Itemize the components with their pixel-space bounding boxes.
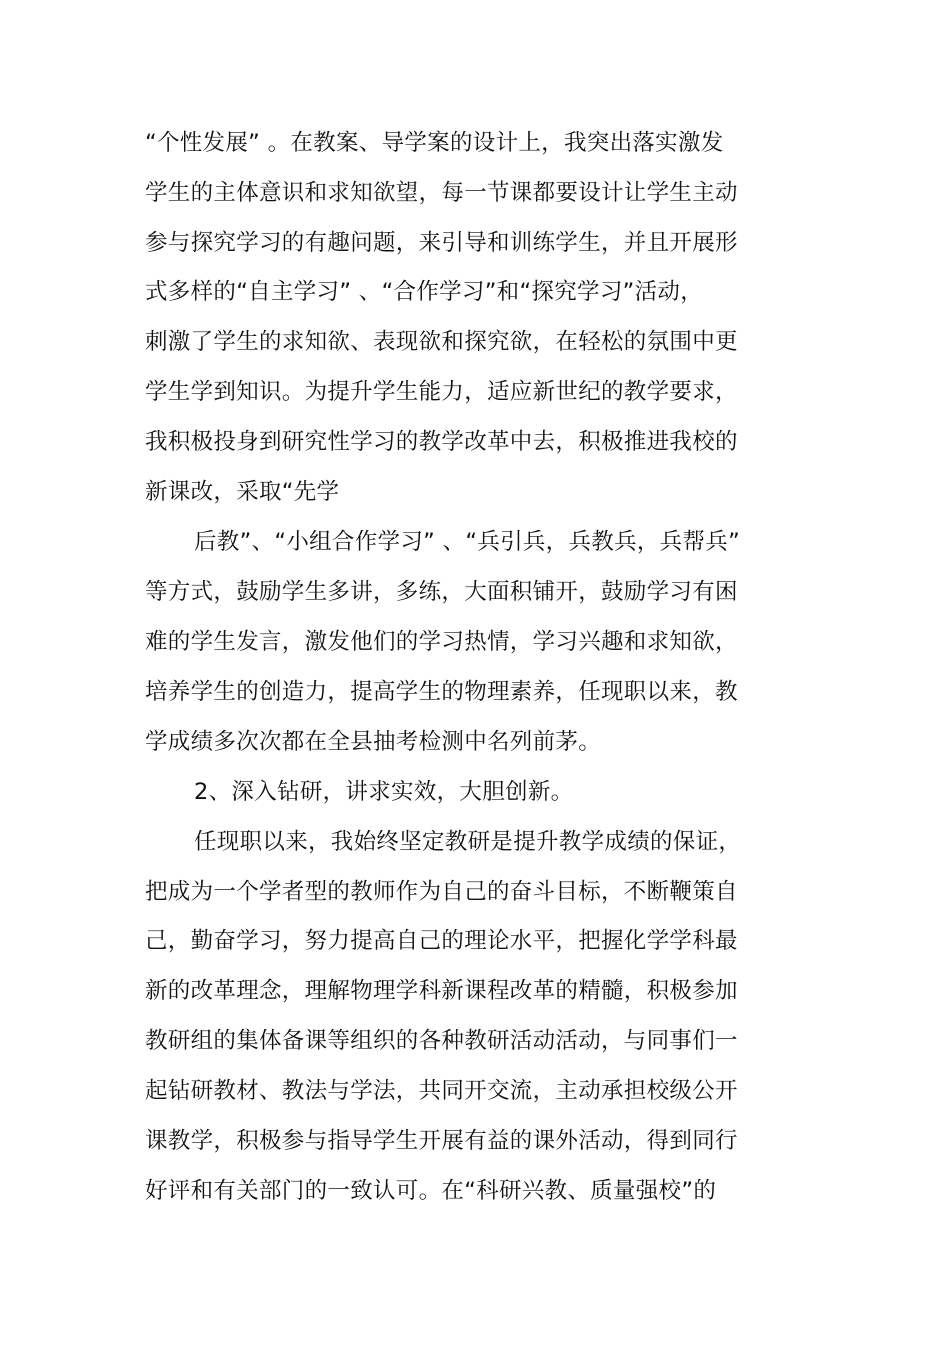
text-line-5: 刺激了学生的求知欲、表现欲和探究欲，在轻松的氛围中更 [145,329,738,355]
text-line-1: “个性发展” 。在教案、导学案的设计上，我突出落实激发 [145,130,724,156]
text-line-6: 学生学到知识。为提升学生能力，适应新世纪的教学要求， [145,379,738,405]
text-line-20: 起钻研教材、教法与学法，共同开交流，主动承担校级公开 [145,1078,738,1104]
text-line-4: 式多样的“自主学习” 、“合作学习”和“探究学习”活动， [145,279,703,305]
text-line-11: 难的学生发言，激发他们的学习热情，学习兴趣和求知欲， [145,629,738,655]
text-line-13: 学成绩多次次都在全县抽考检测中名列前茅。 [145,729,602,755]
text-line-3: 参与探究学习的有趣问题，来引导和训练学生，并且开展形 [145,230,738,256]
text-line-18: 新的改革理念，理解物理学科新课程改革的精髓，积极参加 [145,978,738,1004]
section-heading: 2、深入钻研，讲求实效，大胆创新。 [194,779,574,805]
text-line-2: 学生的主体意识和求知欲望，每一节课都要设计让学生主动 [145,180,738,206]
text-line-19: 教研组的集体备课等组织的各种教研活动活动，与同事们一 [145,1028,738,1054]
text-line-17: 己，勤奋学习，努力提高自己的理论水平，把握化学学科最 [145,928,738,954]
text-line-7: 我积极投身到研究性学习的教学改革中去，积极推进我校的 [145,429,738,455]
text-line-8: 新课改，采取“先学 [145,479,340,505]
text-line-12: 培养学生的创造力，提高学生的物理素养，任现职以来，教 [145,679,738,705]
text-line-15: 任现职以来，我始终坚定教研是提升教学成绩的保证， [194,829,742,855]
text-line-9: 后教”、“小组合作学习” 、“兵引兵，兵教兵，兵帮兵” [194,529,741,555]
text-line-16: 把成为一个学者型的教师作为自己的奋斗目标，不断鞭策自 [145,879,738,905]
text-line-10: 等方式，鼓励学生多讲，多练，大面积铺开，鼓励学习有困 [145,579,738,605]
text-line-21: 课教学，积极参与指导学生开展有益的课外活动，得到同行 [145,1128,738,1154]
text-line-22: 好评和有关部门的一致认可。在“科研兴教、质量强校”的 [145,1178,717,1204]
